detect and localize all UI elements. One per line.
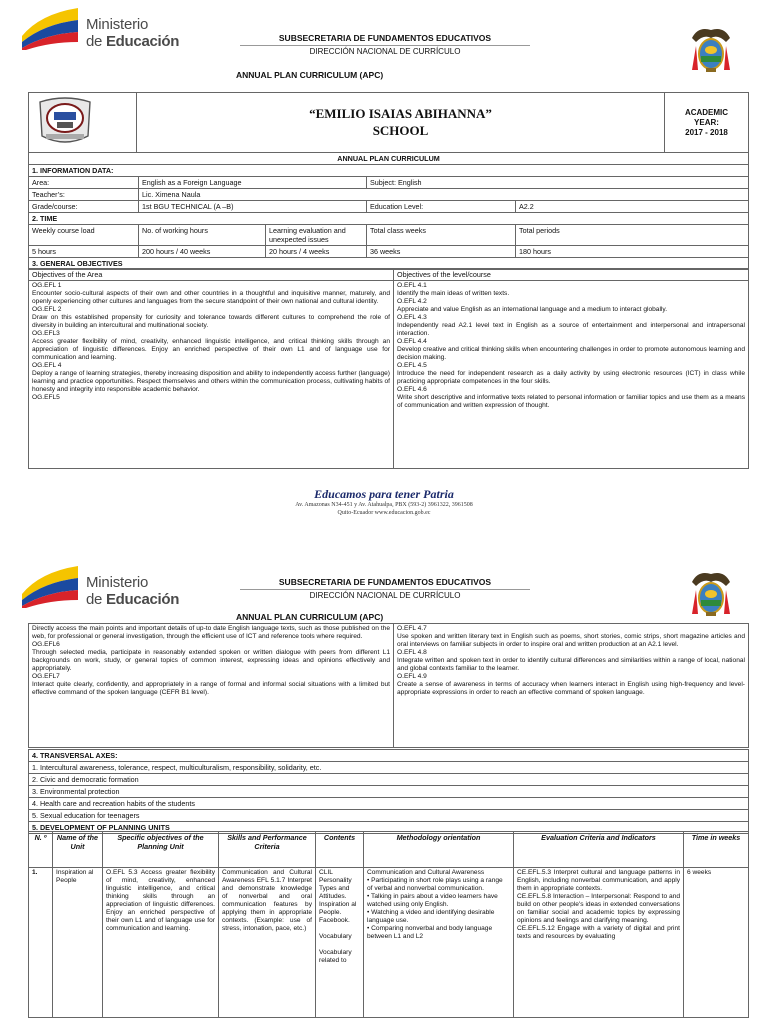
objective-text: Encounter socio-cultural aspects of their own and other countries in a thoughtful and inquisitive manner, maturely, and openly experiencing other cultures and languages from the secure standpoint of their own national and cultural identity.: [32, 290, 390, 306]
objective-code: OG.EFL 4: [32, 362, 62, 370]
page-header: [0, 0, 768, 92]
objective-code: O.EFL 4.7: [397, 625, 427, 632]
school-name-line2: SCHOOL: [372, 122, 429, 138]
objectives-area-list: [29, 281, 394, 469]
info-table: [28, 152, 749, 270]
ecuador-flag-icon: [20, 6, 80, 50]
transversal-table: [28, 749, 749, 834]
objective-text: Deploy a range of learning strategies, thereby increasing disposition and ability to independently access further (language) learning and practice opportunities. Respect themselves and others within the communication process, cultivating habits of honesty and integrity into responsible academic behavior.: [32, 370, 390, 394]
objectives-area-header: Objectives of the Area: [29, 269, 394, 281]
time-header-evaluation: Learning evaluation and unexpected issues: [266, 225, 367, 246]
planning-row-num: 1.: [29, 868, 53, 1018]
time-header-periods: Total periods: [516, 225, 749, 246]
transversal-item: 1. Intercultural awareness, tolerance, respect, multiculturalism, responsibility, solidarity, etc.: [29, 762, 749, 774]
apc-title: ANNUAL PLAN CURRICULUM (APC): [236, 70, 384, 80]
grade-label: Grade/course:: [29, 201, 139, 213]
planning-header-unit: Name of the Unit: [53, 832, 103, 868]
time-header-weekly: Weekly course load: [29, 225, 139, 246]
objective-text: Use spoken and written literary text in English such as poems, short stories, comic strips, short magazine articles and oral interviews on familiar subjects in order to inspire oral and written production at an A2.1 level.: [397, 633, 745, 649]
area-label: Area:: [29, 177, 139, 189]
ministry-logo-line1: Ministerio: [86, 574, 149, 591]
time-header-hours: No. of working hours: [139, 225, 266, 246]
time-value-hours: 200 hours / 40 weeks: [139, 246, 266, 258]
planning-header-time: Time in weeks: [684, 832, 749, 868]
planning-row-evaluation: CE.EFL.5.3 Interpret cultural and language patterns in English, including nonverbal communication, and apply them in appropriate contexts. CE.EFL.5.8 Interaction – Interpersonal: Respond to and build on other people's ideas in extended conversations on familiar social and academic topics by expressing opinions and feelings and clarifying meaning. CE.EFL.5.12 Engage with a variety of digital and print texts and resources by evaluating: [514, 868, 684, 1018]
ministry-logo-line1: Ministerio: [86, 16, 149, 33]
subsecretaria-title: SUBSECRETARIA DE FUNDAMENTOS EDUCATIVOS: [278, 33, 492, 43]
objective-code: O.EFL 4.5: [397, 362, 427, 370]
transversal-item: 2. Civic and democratic formation: [29, 774, 749, 786]
direccion-title: DIRECCIÓN NACIONAL DE CURRÍCULO: [240, 589, 530, 600]
objectives-level-list-cont: [394, 624, 749, 748]
objective-text: Directly access the main points and important details of up-to date English language texts, such as those published on the web, for professional or general investigation, through the efficient use of ICT and reference tools where required.: [32, 625, 390, 641]
objectives-level-header: Objectives of the level/course: [394, 269, 749, 281]
objective-code: O.EFL 4.4: [397, 338, 427, 346]
plan-title: ANNUAL PLAN CURRICULUM: [29, 153, 749, 165]
school-emblem-cell: [29, 93, 137, 153]
objective-code: O.EFL 4.6: [397, 386, 427, 394]
objective-code: O.EFL 4.3: [397, 314, 427, 322]
subsecretaria-title: SUBSECRETARIA DE FUNDAMENTOS EDUCATIVOS: [278, 577, 492, 587]
apc-title: ANNUAL PLAN CURRICULUM (APC): [236, 612, 384, 622]
planning-row-methodology: Communication and Cultural Awareness • Participating in short role plays using a range of verbal and nonverbal communication. • Talking in pairs about a video learners have watched using only English. • Watching a video and identifying desirable language use. • Comparing nonverbal and body language between L1 and L2: [364, 868, 514, 1018]
transversal-item: 5. Sexual education for teenagers: [29, 810, 749, 822]
area-value: English as a Foreign Language: [139, 177, 367, 189]
academic-year-label2: YEAR:: [694, 117, 719, 127]
objective-text: Through selected media, participate in reasonably extended spoken or written dialogue with peers from different L1 backgrounds on work, study, or general topics of common interest, expressing ideas and opinions effectively and appropriately.: [32, 649, 390, 673]
objective-code: OG.EFL 2: [32, 306, 62, 314]
objectives-area-list-cont: [29, 624, 394, 748]
objective-code: OG.EFL3: [32, 330, 60, 338]
objective-text: Identify the main ideas of written texts.: [397, 290, 510, 298]
teacher-value: Lic. Ximena Naula: [139, 189, 749, 201]
time-value-weeks: 36 weeks: [367, 246, 516, 258]
section-time: 2. TIME: [29, 213, 749, 225]
school-header-table: [28, 92, 749, 153]
ministry-logo-line2: de Educación: [86, 591, 180, 608]
planning-header-evaluation: Evaluation Criteria and Indicators: [514, 832, 684, 868]
footer-address-line: Av. Amazonas N34-451 y Av. Atahualpa, PBX (593-2) 3961322, 3961508: [295, 502, 473, 508]
section-objectives: 3. GENERAL OBJECTIVES: [29, 258, 749, 270]
objective-text: Write short descriptive and informative texts related to personal information or familiar topics and use them as a means of communication and written expression of thought.: [397, 394, 745, 410]
teacher-label: Teacher’s:: [29, 189, 139, 201]
objective-text: Draw on this established propensity for curiosity and tolerance towards different cultures to comprehend the role of diversity in building an intercultural and multinational society.: [32, 314, 390, 330]
objective-text: Appreciate and value English as an international language and a medium to interact globally.: [397, 306, 668, 314]
objectives-level-list: [394, 281, 749, 469]
objective-text: Independently read A2.1 level text in English as a source of entertainment and interpersonal and intrapersonal interaction.: [397, 322, 745, 338]
objective-text: Integrate written and spoken text in order to identify cultural differences and similarities within a range of local, national and global contexts familiar to the learner.: [397, 657, 745, 673]
footer-web-line: Quito-Ecuador www.educacion.gob.ec: [337, 509, 431, 516]
grade-value: 1st BGU TECHNICAL (A –B): [139, 201, 367, 213]
level-label: Education Level:: [367, 201, 516, 213]
planning-header-skills: Skills and Performance Criteria: [219, 832, 316, 868]
coat-of-arms-icon: [688, 568, 734, 618]
school-name-line1: “EMILIO ISAIAS ABIHANNA”: [309, 106, 492, 122]
planning-row-time: 6 weeks: [684, 868, 749, 1018]
page-2: [0, 558, 768, 1024]
time-value-weekly: 5 hours: [29, 246, 139, 258]
transversal-item: 4. Health care and recreation habits of the students: [29, 798, 749, 810]
planning-row-unit: Inspiration al People: [53, 868, 103, 1018]
academic-year-label: ACADEMIC: [684, 107, 729, 117]
time-value-evaluation: 20 hours / 4 weeks: [266, 246, 367, 258]
time-header-weeks: Total class weeks: [367, 225, 516, 246]
planning-row-skills: Communication and Cultural Awareness EFL 5.1.7 Interpret and demonstrate knowledge of nonverbal and oral communication features by applying them in appropriate contexts. (Example: use of stress, intonation, pace, etc.): [219, 868, 316, 1018]
objective-code: O.EFL 4.1: [397, 282, 427, 289]
academic-year-value: 2017 - 2018: [685, 127, 728, 137]
objective-text: Create a sense of awareness in terms of accuracy when learners interact in English using high-frequency and level-appropriate expressions in order to reach an effective command of spoken language.: [397, 681, 745, 697]
objective-text: Introduce the need for independent research as a daily activity by using electronic resources (ICT) in class while practicing appropriate competences in the four skills.: [397, 370, 745, 386]
objective-text: Access greater flexibility of mind, creativity, enhanced linguistic intelligence, and critical thinking skills through an appreciation of linguistic differences. Enjoy an enriched perspective of their own L1 and of language use for communication and learning.: [32, 338, 390, 362]
objective-code: OG.EFL6: [32, 641, 60, 649]
planning-header-methodology: Methodology orientation: [364, 832, 514, 868]
section-planning: 5. DEVELOPMENT OF PLANNING UNITS: [29, 822, 749, 834]
subject-value: Subject: English: [367, 177, 749, 189]
planning-row-contents: CLIL Personality Types and Attitudes. Inspiration al People. Facebook. Vocabulary Vocabulary related to: [316, 868, 364, 1018]
objective-code: OG.EFL 1: [32, 282, 62, 289]
ministry-logo-line2: de Educación: [86, 33, 180, 50]
objective-text: Interact quite clearly, confidently, and appropriately in a range of formal and informal social situations with a limited but effective command of the spoken language (CEFR B1 level).: [32, 681, 390, 697]
level-value: A2.2: [516, 201, 749, 213]
objectives-continued-table: [28, 623, 749, 748]
page-gap: [0, 530, 768, 558]
direccion-title: DIRECCIÓN NACIONAL DE CURRÍCULO: [240, 45, 530, 56]
objectives-table: [28, 268, 749, 469]
planning-header-num: N. º: [29, 832, 53, 868]
objective-code: OG.EFL5: [32, 394, 60, 402]
planning-header-contents: Contents: [316, 832, 364, 868]
school-name-cell: [137, 93, 665, 153]
objective-code: O.EFL 4.9: [397, 673, 427, 681]
time-value-periods: 180 hours: [516, 246, 749, 258]
footer-address: [0, 502, 768, 518]
section-information: 1. INFORMATION DATA:: [29, 165, 749, 177]
coat-of-arms-icon: [688, 24, 734, 74]
objective-code: O.EFL 4.2: [397, 298, 427, 306]
planning-header-objectives: Specific objectives of the Planning Unit: [103, 832, 219, 868]
objective-text: Develop creative and critical thinking skills when encountering challenges in order to promote autonomous learning and decision making.: [397, 346, 745, 362]
objective-code: OG.EFL7: [32, 673, 60, 681]
objective-code: O.EFL 4.8: [397, 649, 427, 657]
planning-row-objectives: O.EFL 5.3 Access greater flexibility of mind, creativity, enhanced linguistic intelligence, and critical thinking skills through an appreciation of linguistic differences. Enjoy an enriched perspective of their own L1 and of language use for communication and learning.: [103, 868, 219, 1018]
planning-table: [28, 831, 749, 1018]
academic-year-cell: [665, 93, 749, 153]
footer-slogan: Educamos para tener Patria: [314, 487, 454, 501]
ecuador-flag-icon: [20, 564, 80, 608]
transversal-item: 3. Environmental protection: [29, 786, 749, 798]
section-transversal: 4. TRANSVERSAL AXES:: [29, 750, 749, 762]
school-emblem-icon: [32, 96, 98, 146]
